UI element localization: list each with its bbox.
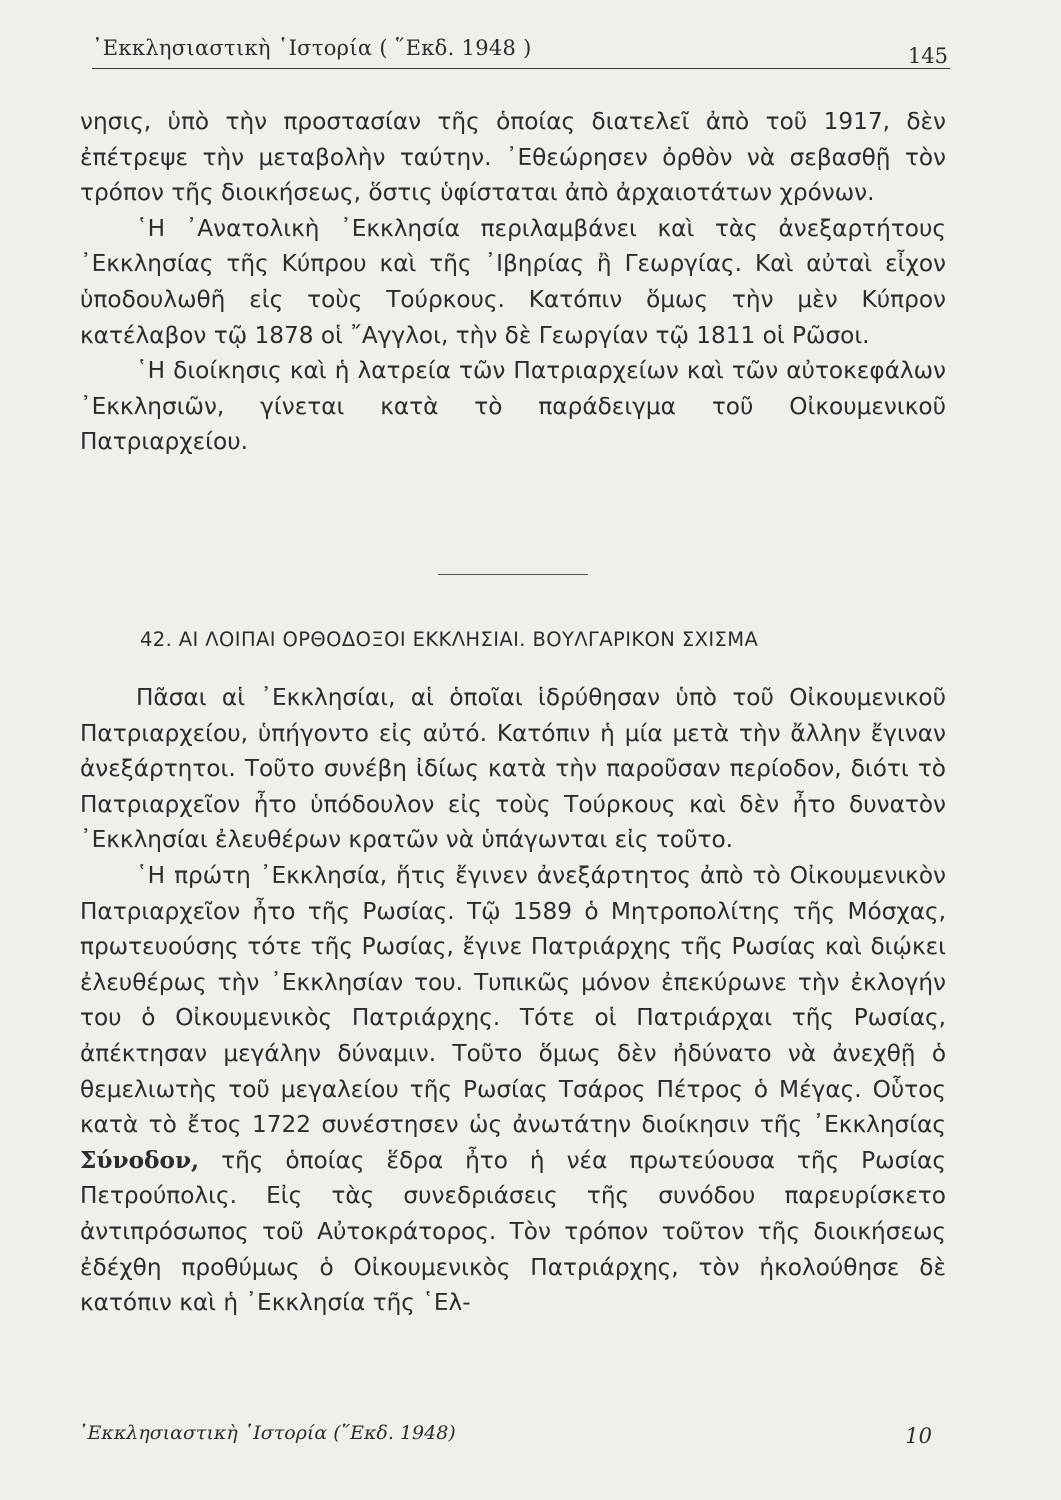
bold-term: Σύνοδον, — [80, 1146, 200, 1174]
page-number: 145 — [907, 44, 948, 68]
paragraph: ῾Η διοίκησις καὶ ἡ λατρεία τῶν Πατριαρχείων καὶ τῶν αὐτοκεφάλων ᾿Εκκλησιῶν, γίνεται κατὰ τὸ παράδειγμα τοῦ Οἰκουμενικοῦ Πατριαρχείου. — [80, 357, 946, 456]
paragraph-text: τῆς ὁποίας ἕδρα ἦτο ἡ νέα πρωτεύουσα τῆς Ρωσίας Πετρούπολις. Εἰς τὰς συνεδριάσεις τῆς συνόδου παρευρίσκετο ἀντιπρόσωπος τοῦ Αὐτοκράτορος. Τὸν τρόπον τοῦτον τῆς διοικήσεως ἐδέχθη προθύμως ὁ Οἰκουμενικὸς Πατριάρχης, τὸν ἠκολούθησε δὲ κατόπιν καὶ ἡ ᾿Εκκλησία τῆς ῾Ελ- — [80, 1146, 946, 1317]
header-rule — [92, 68, 950, 69]
continued-text-block — [80, 104, 946, 460]
footer-title: ᾿Εκκλησιαστικὴ ῾Ιστορία (῞Εκδ. 1948) — [78, 1422, 456, 1444]
running-head — [92, 30, 952, 70]
section-text-block — [80, 680, 946, 1321]
paragraph-text: ῾Η πρώτη ᾿Εκκλησία, ἥτις ἔγινεν ἀνεξάρτητος ἀπὸ τὸ Οἰκουμενικὸν Πατριαρχεῖον ἦτο τῆς Ρωσίας. Τῷ 1589 ὁ Μητροπολίτης τῆς Μόσχας, πρωτευούσης τότε τῆς Ρωσίας, ἔγινε Πατριάρχης τῆς Ρωσίας καὶ διῴκει ἐλευθέρως τὴν ᾿Εκκλησίαν του. Τυπικῶς μόνον ἐπεκύρωνε τὴν ἐκλογήν του ὁ Οἰκουμενικὸς Πατριάρχης. Τότε οἱ Πατριάρχαι τῆς Ρωσίας, ἀπέκτησαν μεγάλην δύναμιν. Τοῦτο ὅμως δὲν ἠδύνατο νὰ ἀνεχθῇ ὁ θεμελιωτὴς τοῦ μεγαλείου τῆς Ρωσίας Τσάρος Πέτρος ὁ Μέγας. Οὗτος κατὰ τὸ ἔτος 1722 συνέστησεν ὡς ἀνωτάτην διοίκησιν τῆς ᾿Εκκλησίας — [80, 861, 946, 1139]
paragraph: Πᾶσαι αἱ ᾿Εκκλησίαι, αἱ ὁποῖαι ἱδρύθησαν ὑπὸ τοῦ Οἰκουμενικοῦ Πατριαρχείου, ὑπήγοντο εἰς αὐτό. Κατόπιν ἡ μία μετὰ τὴν ἄλλην ἔγιναν ἀνεξάρτητοι. Τοῦτο συνέβη ἰδίως κατὰ τὴν παροῦσαν περίοδον, διότι τὸ Πατριαρχεῖον ἦτο ὑπόδουλον εἰς τοὺς Τούρκους καὶ δὲν ἦτο δυνατὸν ᾿Εκκλησίαι ἐλευθέρων κρατῶν νὰ ὑπάγωνται εἰς τοῦτο. — [80, 684, 946, 854]
signature-mark: 10 — [905, 1424, 932, 1448]
paragraph: νησις, ὑπὸ τὴν προστασίαν τῆς ὁποίας διατελεῖ ἀπὸ τοῦ 1917, δὲν ἐπέτρεψε τὴν μεταβολὴν ταύτην. ᾿Εθεώρησεν ὀρθὸν νὰ σεβασθῇ τὸν τρόπον τῆς διοικήσεως, ὅστις ὑφίσταται ἀπὸ ἀρχαιοτάτων χρόνων. — [80, 108, 946, 207]
signature-line — [78, 1418, 938, 1458]
paragraph — [80, 858, 946, 1321]
section-divider — [438, 574, 588, 575]
section-heading: 42. ΑΙ ΛΟΙΠΑΙ ΟΡΘΟΔΟΞΟΙ ΕΚΚΛΗΣΙΑΙ. ΒΟΥΛΓΑΡΙΚΟΝ ΣΧΙΣΜΑ — [140, 628, 759, 651]
paragraph: ῾Η ᾿Ανατολικὴ ᾿Εκκλησία περιλαμβάνει καὶ τὰς ἀνεξαρτήτους ᾿Εκκλησίας τῆς Κύπρου καὶ τῆς ᾿Ιβηρίας ἢ Γεωργίας. Καὶ αὐταὶ εἶχον ὑποδουλωθῆ εἰς τοὺς Τούρκους. Κατόπιν ὅμως τὴν μὲν Κύπρον κατέλαβον τῷ 1878 οἱ ῎Αγγλοι, τὴν δὲ Γεωργίαν τῷ 1811 οἱ Ρῶσοι. — [80, 214, 946, 349]
running-title: ᾿Εκκλησιαστικὴ ῾Ιστορία ( ῞Εκδ. 1948 ) — [92, 36, 532, 60]
